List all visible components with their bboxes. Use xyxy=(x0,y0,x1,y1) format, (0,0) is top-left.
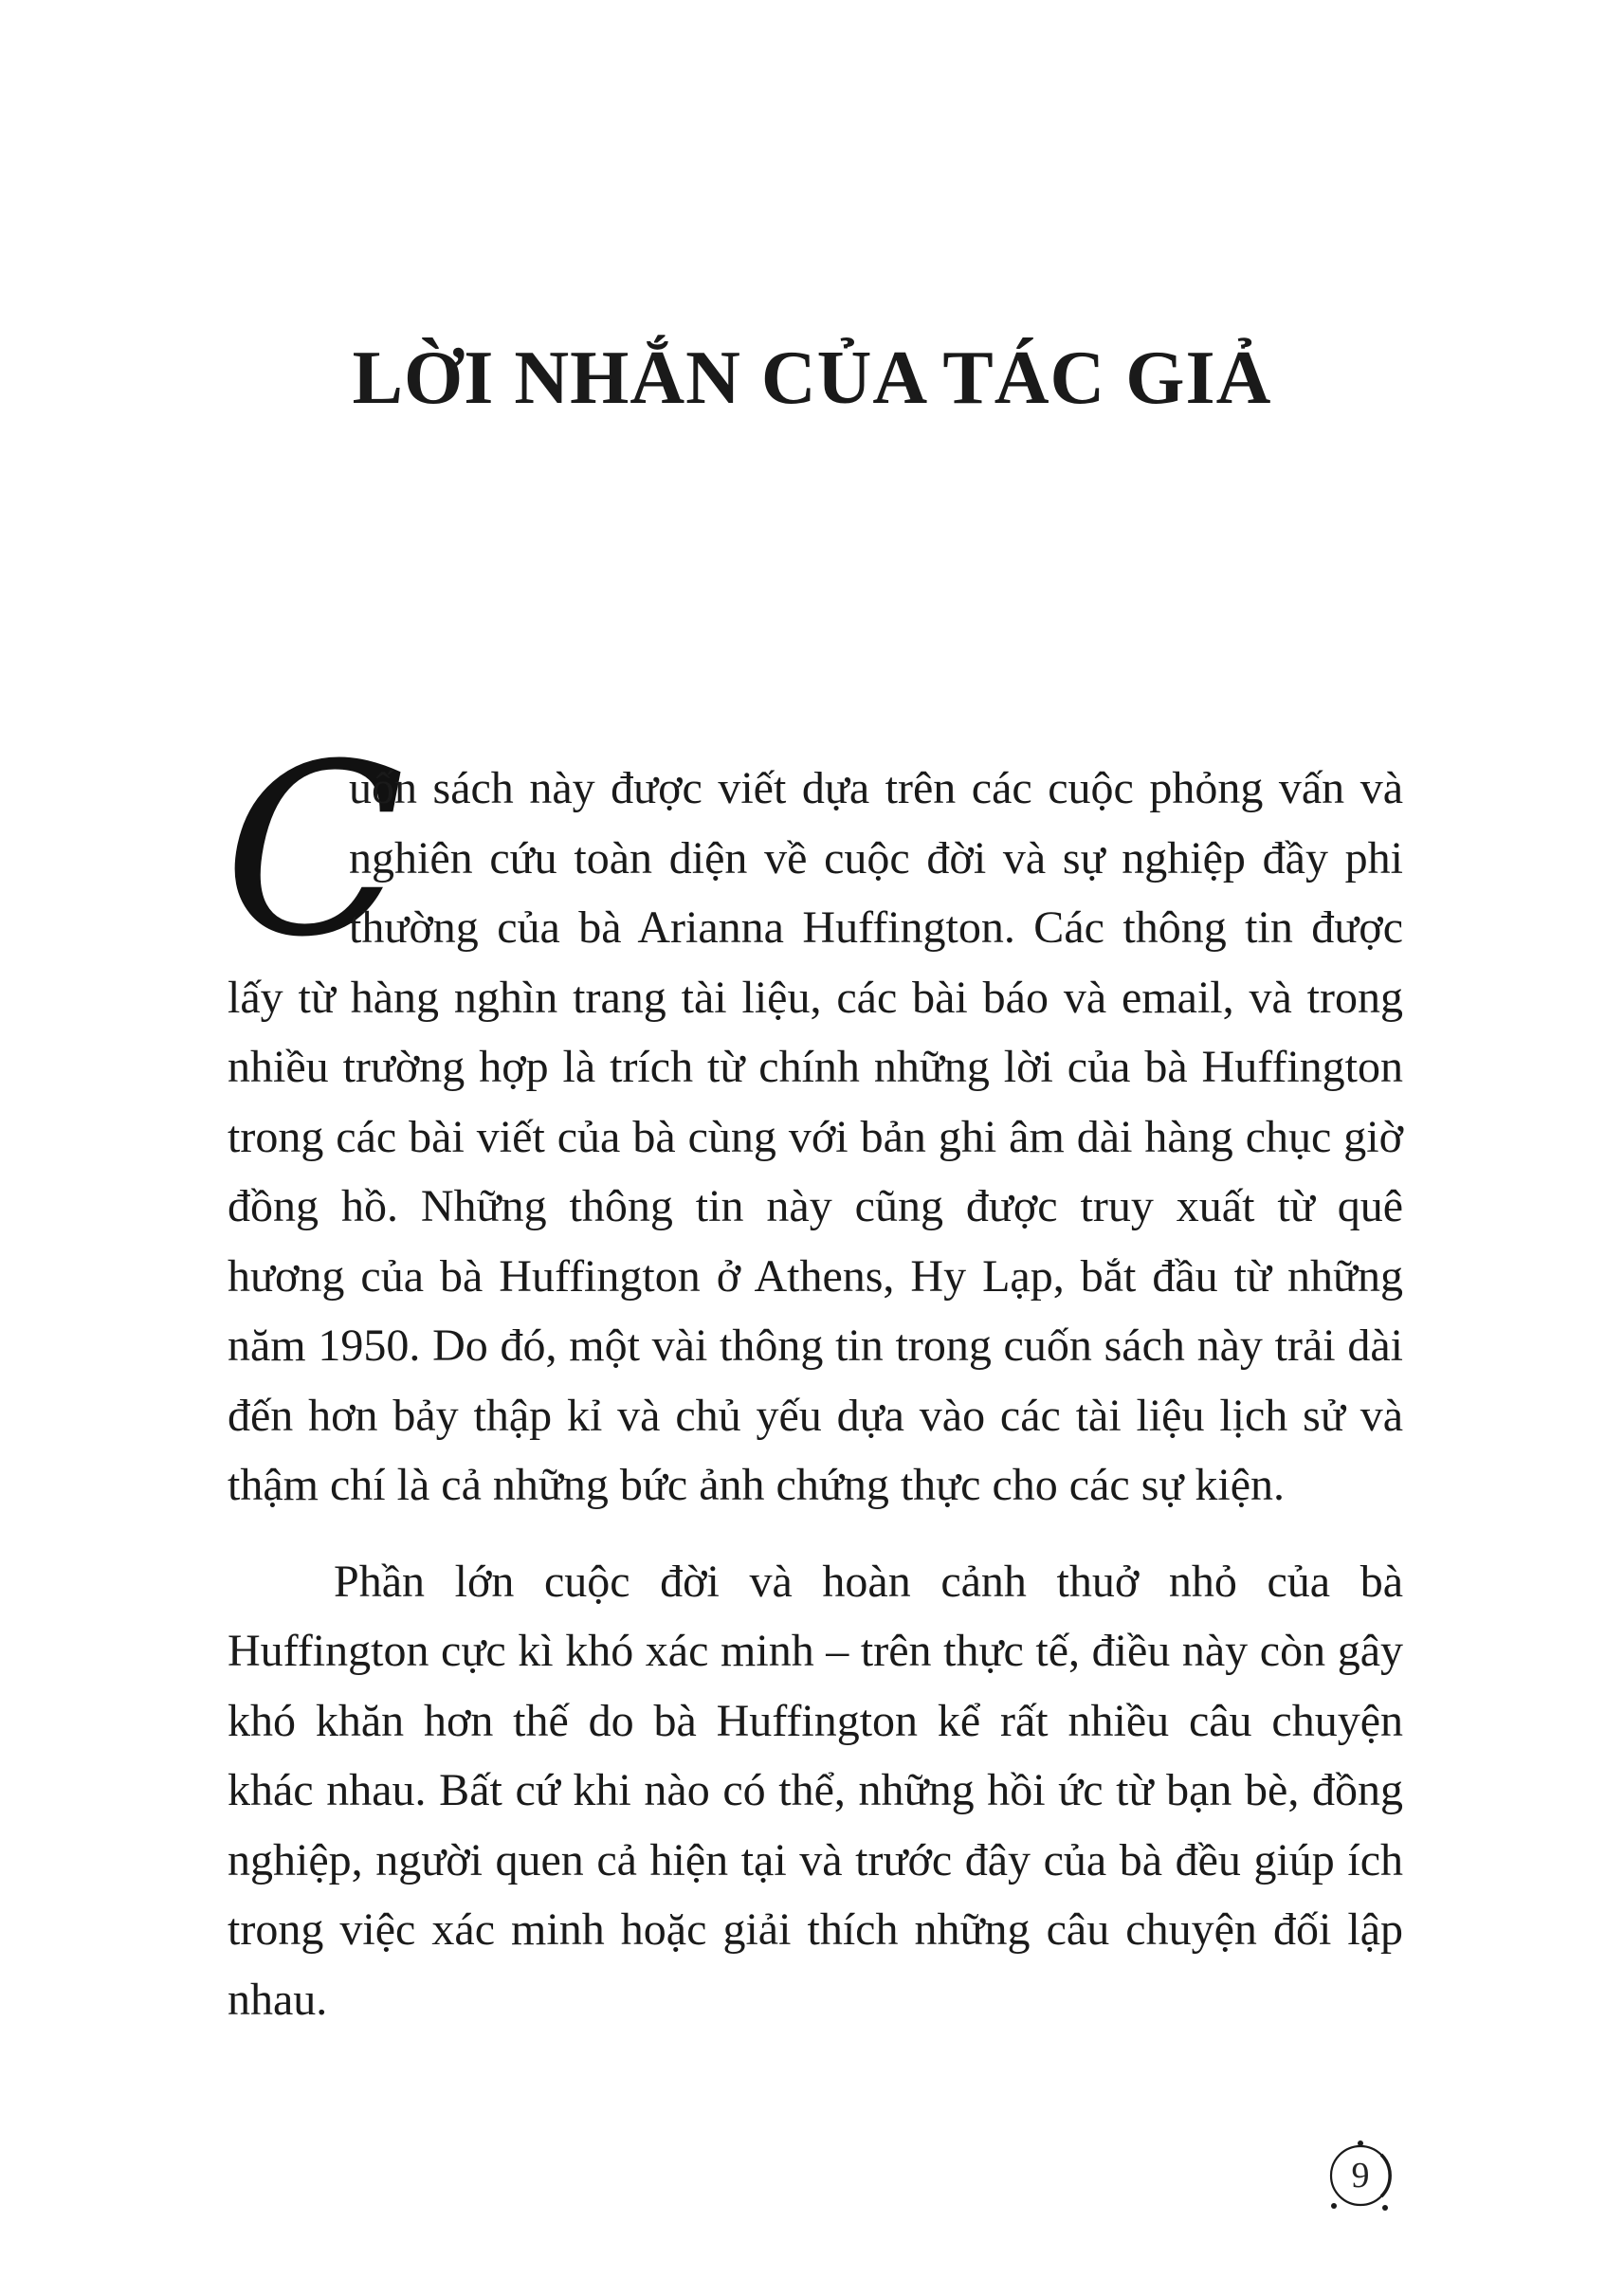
page-title: LỜI NHẮN CỦA TÁC GIẢ xyxy=(352,337,1272,420)
paragraph-1 xyxy=(224,713,1403,1521)
page-number: 9 xyxy=(1351,2156,1370,2195)
paragraph-1-text: uốn sách này được viết dựa trên các cuộc phỏng vấn và nghiên cứu toàn diện về cuộc đời và sự nghiệp đầy phi thường của bà Arianna Huffington. Các thông tin được lấy từ hàng nghìn trang tài liệu, các bài báo và email, và trong nhiều trường hợp là trích từ chính những lời của bà Huffington trong các bài viết của bà cùng với bản ghi âm dài hàng chục giờ đồng hồ. Những thông tin này cũng được truy xuất từ quê hương của bà Huffington ở Athens, Hy Lạp, bắt đầu từ những năm 1950. Do đó, một vài thông tin trong cuốn sách này trải dài đến hơn bảy thập kỉ và chủ yếu dựa vào các tài liệu lịch sử và thậm chí là cả những bức ảnh chứng thực cho các sự kiện. xyxy=(228,763,1403,1510)
page-number-ornament xyxy=(1323,2138,1398,2213)
body-text xyxy=(224,713,1403,2034)
paragraph-2: Phần lớn cuộc đời và hoàn cảnh thuở nhỏ của bà Huffington cực kì khó xác minh – trên thực tế, điều này còn gây khó khăn hơn thế do bà Huffington kể rất nhiều câu chuyện khác nhau. Bất cứ khi nào có thể, những hồi ức từ bạn bè, đồng nghiệp, người quen cả hiện tại và trước đây của bà đều giúp ích trong việc xác minh hoặc giải thích những câu chuyện đối lập nhau. xyxy=(228,1556,1403,2025)
drop-cap: C xyxy=(224,713,406,989)
